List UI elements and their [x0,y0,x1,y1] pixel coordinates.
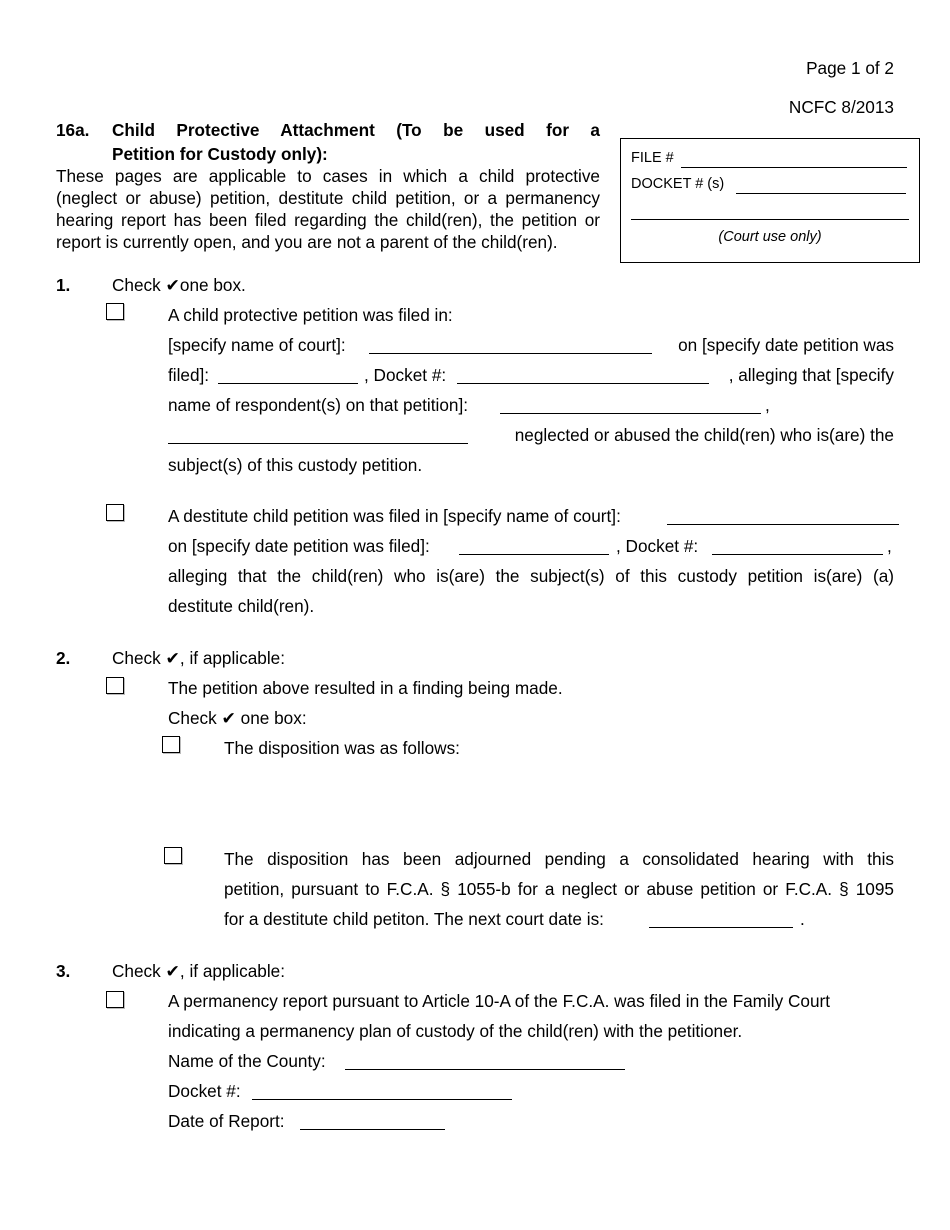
intro-line: hearing report has been filed regarding the child(ren), the petition or [56,210,600,230]
intro-line: report is currently open, and you are not a parent of the child(ren). [56,232,558,252]
period: . [800,909,805,929]
form-code: NCFC 8/2013 [788,97,894,117]
section-2-heading: Check ✔, if applicable: [112,648,285,668]
intro-line: These pages are applicable to cases in which a child protective [56,166,600,186]
section-3-docket-field[interactable] [252,1099,512,1100]
opt1-court-label: [specify name of court]: [168,335,346,355]
opt2-date-label: on [specify date petition was filed]: [168,536,430,556]
opt1-docket-label: , Docket #: [364,365,447,385]
form-title-line2: Petition for Custody only): [112,144,328,164]
section-2-subheading: Check ✔ one box: [168,708,307,728]
section-1-number: 1. [56,275,71,295]
section-3-heading: Check ✔, if applicable: [112,961,285,981]
court-use-note: (Court use only) [718,229,822,245]
section-number: 16a. [56,120,90,140]
court-use-box [620,138,920,263]
section-2-number: 2. [56,648,71,668]
section-3-number: 3. [56,961,71,981]
opt1-line: A child protective petition was filed in: [168,305,453,325]
opt2-docket-label: , Docket #: [616,536,699,556]
intro-line: (neglect or abuse) petition, destitute child petition, or a permanency [56,188,600,208]
opt2-line: A destitute child petition was filed in [specify name of court]: [168,506,621,526]
respondent-field-2[interactable] [168,443,468,444]
destitute-date-field[interactable] [459,554,609,555]
docket-number-field-2[interactable] [631,219,909,220]
finding-made-checkbox[interactable] [106,677,124,694]
opt1-respondent-label: name of respondent(s) on that petition]: [168,395,469,415]
respondent-field-1[interactable] [500,413,761,414]
date-of-report-label: Date of Report: [168,1111,285,1131]
comma: , [887,536,892,556]
opt1-line: neglected or abused the child(ren) who is(are) the [514,425,894,445]
opt2-line: destitute child(ren). [168,596,315,616]
opt1-filed-label: filed]: [168,365,210,385]
section-1-heading: Check ✔one box. [112,275,246,295]
adjourned-line: for a destitute child petiton. The next court date is: [224,909,604,929]
adjourned-line: The disposition has been adjourned pending a consolidated hearing with this [224,849,894,869]
section-3-line: indicating a permanency plan of custody of the child(ren) with the petitioner. [168,1021,743,1041]
county-label: Name of the County: [168,1051,326,1071]
file-number-label: FILE # [631,150,674,166]
date-filed-field[interactable] [218,383,358,384]
disposition-follows-label: The disposition was as follows: [224,738,460,758]
opt1-alleging-label: , alleging that [specify [728,365,894,385]
opt1-date-label: on [specify date petition was [678,335,894,355]
file-number-field[interactable] [681,167,907,168]
page-number: Page 1 of 2 [806,58,894,78]
opt1-line: subject(s) of this custody petition. [168,455,423,475]
comma: , [765,395,770,415]
docket-field[interactable] [457,383,709,384]
docket-number-field[interactable] [736,193,906,194]
court-name-field[interactable] [369,353,652,354]
date-of-report-field[interactable] [300,1129,445,1130]
section-2-line: The petition above resulted in a finding being made. [168,678,563,698]
docket-label: Docket #: [168,1081,241,1101]
adjourned-line: petition, pursuant to F.C.A. § 1055-b for a neglect or abuse petition or F.C.A. § 1095 [224,879,894,899]
destitute-court-field[interactable] [667,524,899,525]
section-3-line: A permanency report pursuant to Article 10-A of the F.C.A. was filed in the Family Court [168,991,831,1011]
form-title: Child Protective Attachment (To be used for a [112,120,600,140]
destitute-docket-field[interactable] [712,554,883,555]
destitute-child-checkbox[interactable] [106,504,124,521]
opt2-line: alleging that the child(ren) who is(are) the subject(s) of this custody petition is(are) (a) [168,566,894,586]
permanency-report-checkbox[interactable] [106,991,124,1008]
next-court-date-field[interactable] [649,927,793,928]
docket-number-label: DOCKET # (s) [631,176,725,192]
disposition-follows-checkbox[interactable] [162,736,180,753]
disposition-adjourned-checkbox[interactable] [164,847,182,864]
child-protective-checkbox[interactable] [106,303,124,320]
county-field[interactable] [345,1069,625,1070]
